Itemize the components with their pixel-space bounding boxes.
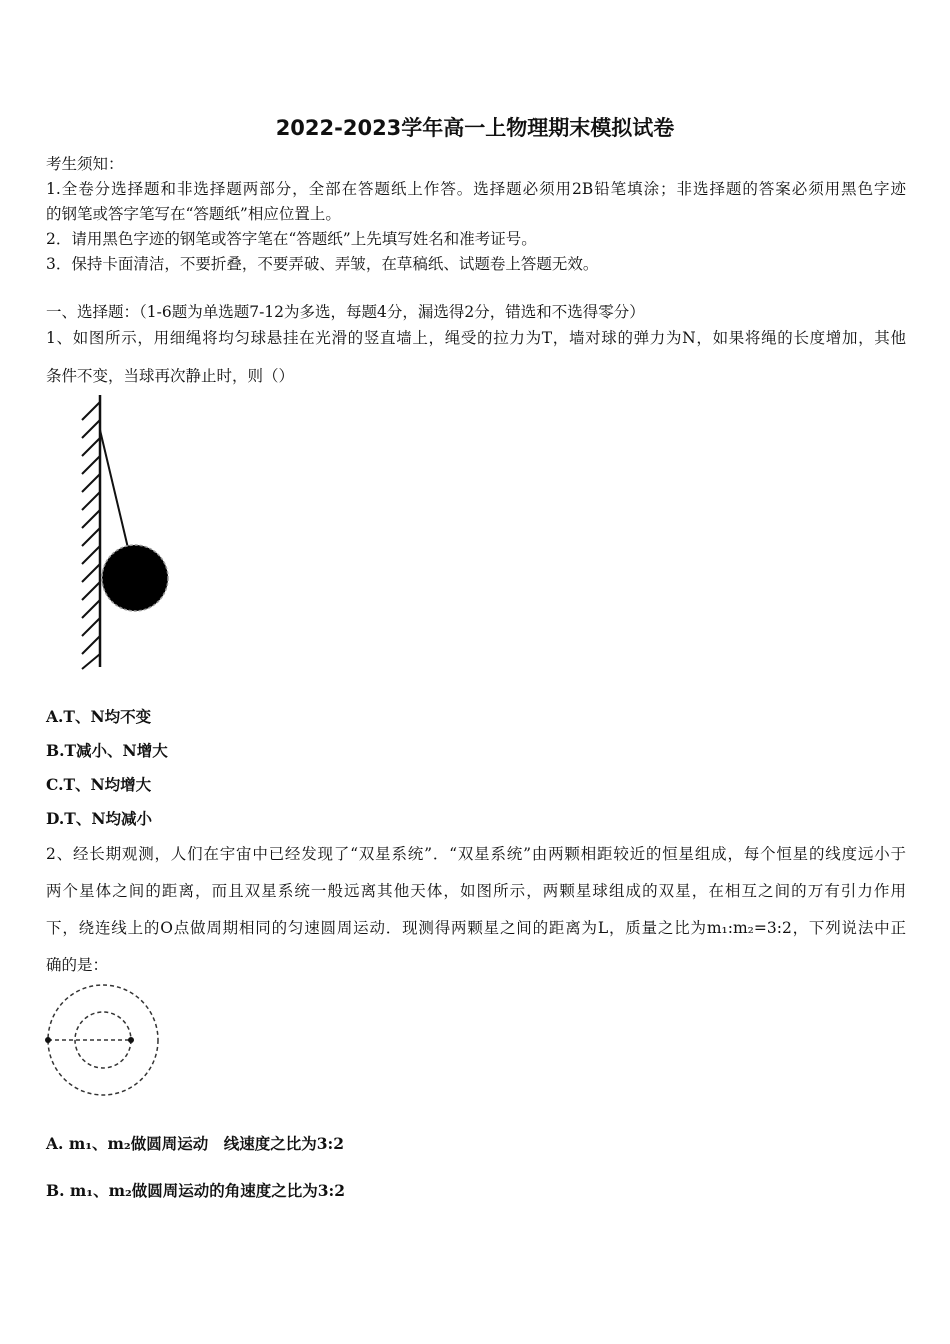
notice-item-3: 3．保持卡面清洁，不要折叠，不要弄破、弄皱，在草稿纸、试题卷上答题无效。 bbox=[46, 255, 599, 273]
notice-item-1: 1.全卷分选择题和非选择题两部分，全部在答题纸上作答。选择题必须用2B铅笔填涂；非选择题的答案必须用黑色字迹 bbox=[46, 180, 906, 198]
wall-ball-figure bbox=[78, 392, 178, 672]
section-heading: 一、选择题：（1-6题为单选题7-12为多选，每题4分，漏选得2分，错选和不选得零分） bbox=[46, 303, 645, 321]
rope-line bbox=[100, 430, 128, 548]
q2-stem-line2: 两个星体之间的距离，而且双星系统一般远离其他天体，如图所示，两颗星球组成的双星，在相互之间的万有引力作用 bbox=[46, 882, 906, 900]
q2-option-a[interactable]: A. m₁、m₂做圆周运动 线速度之比为3:2 bbox=[46, 1134, 344, 1153]
q1-option-a[interactable]: A.T、N均不变 bbox=[46, 707, 152, 726]
q2-stem-line4: 确的是： bbox=[46, 956, 109, 974]
q2-stem-line1: 2、经长期观测，人们在宇宙中已经发现了“双星系统”．“双星系统”由两颗相距较近的恒星组成，每个恒星的线度远小于 bbox=[46, 845, 906, 863]
ball-circle bbox=[102, 545, 168, 611]
page-title: 2022-2023学年高一上物理期末模拟试卷 bbox=[275, 116, 675, 140]
q1-stem-line1: 1、如图所示，用细绳将均匀球悬挂在光滑的竖直墙上，绳受的拉力为T，墙对球的弹力为N，如果将绳的长度增加，其他 bbox=[46, 329, 906, 347]
binary-star-figure bbox=[42, 982, 164, 1100]
q1-option-b[interactable]: B.T减小、N增大 bbox=[46, 741, 168, 760]
star-m2-dot bbox=[45, 1037, 51, 1043]
q1-option-d[interactable]: D.T、N均减小 bbox=[46, 809, 152, 828]
star-m1-dot bbox=[128, 1037, 134, 1043]
notice-heading: 考生须知： bbox=[46, 155, 124, 173]
q2-stem-line3: 下，绕连线上的O点做周期相同的匀速圆周运动．现测得两颗星之间的距离为L，质量之比为m₁:m₂=3:2，下列说法中正 bbox=[46, 919, 906, 937]
q2-option-b[interactable]: B. m₁、m₂做圆周运动的角速度之比为3:2 bbox=[46, 1181, 346, 1200]
q1-option-c[interactable]: C.T、N均增大 bbox=[46, 775, 152, 794]
notice-item-2: 2．请用黑色字迹的钢笔或答字笔在“答题纸”上先填写姓名和准考证号。 bbox=[46, 230, 537, 248]
q1-stem-line2: 条件不变，当球再次静止时，则（） bbox=[46, 367, 295, 385]
notice-item-1-cont: 的钢笔或答字笔写在“答题纸”相应位置上。 bbox=[46, 205, 341, 223]
wall-hatching bbox=[82, 402, 100, 669]
